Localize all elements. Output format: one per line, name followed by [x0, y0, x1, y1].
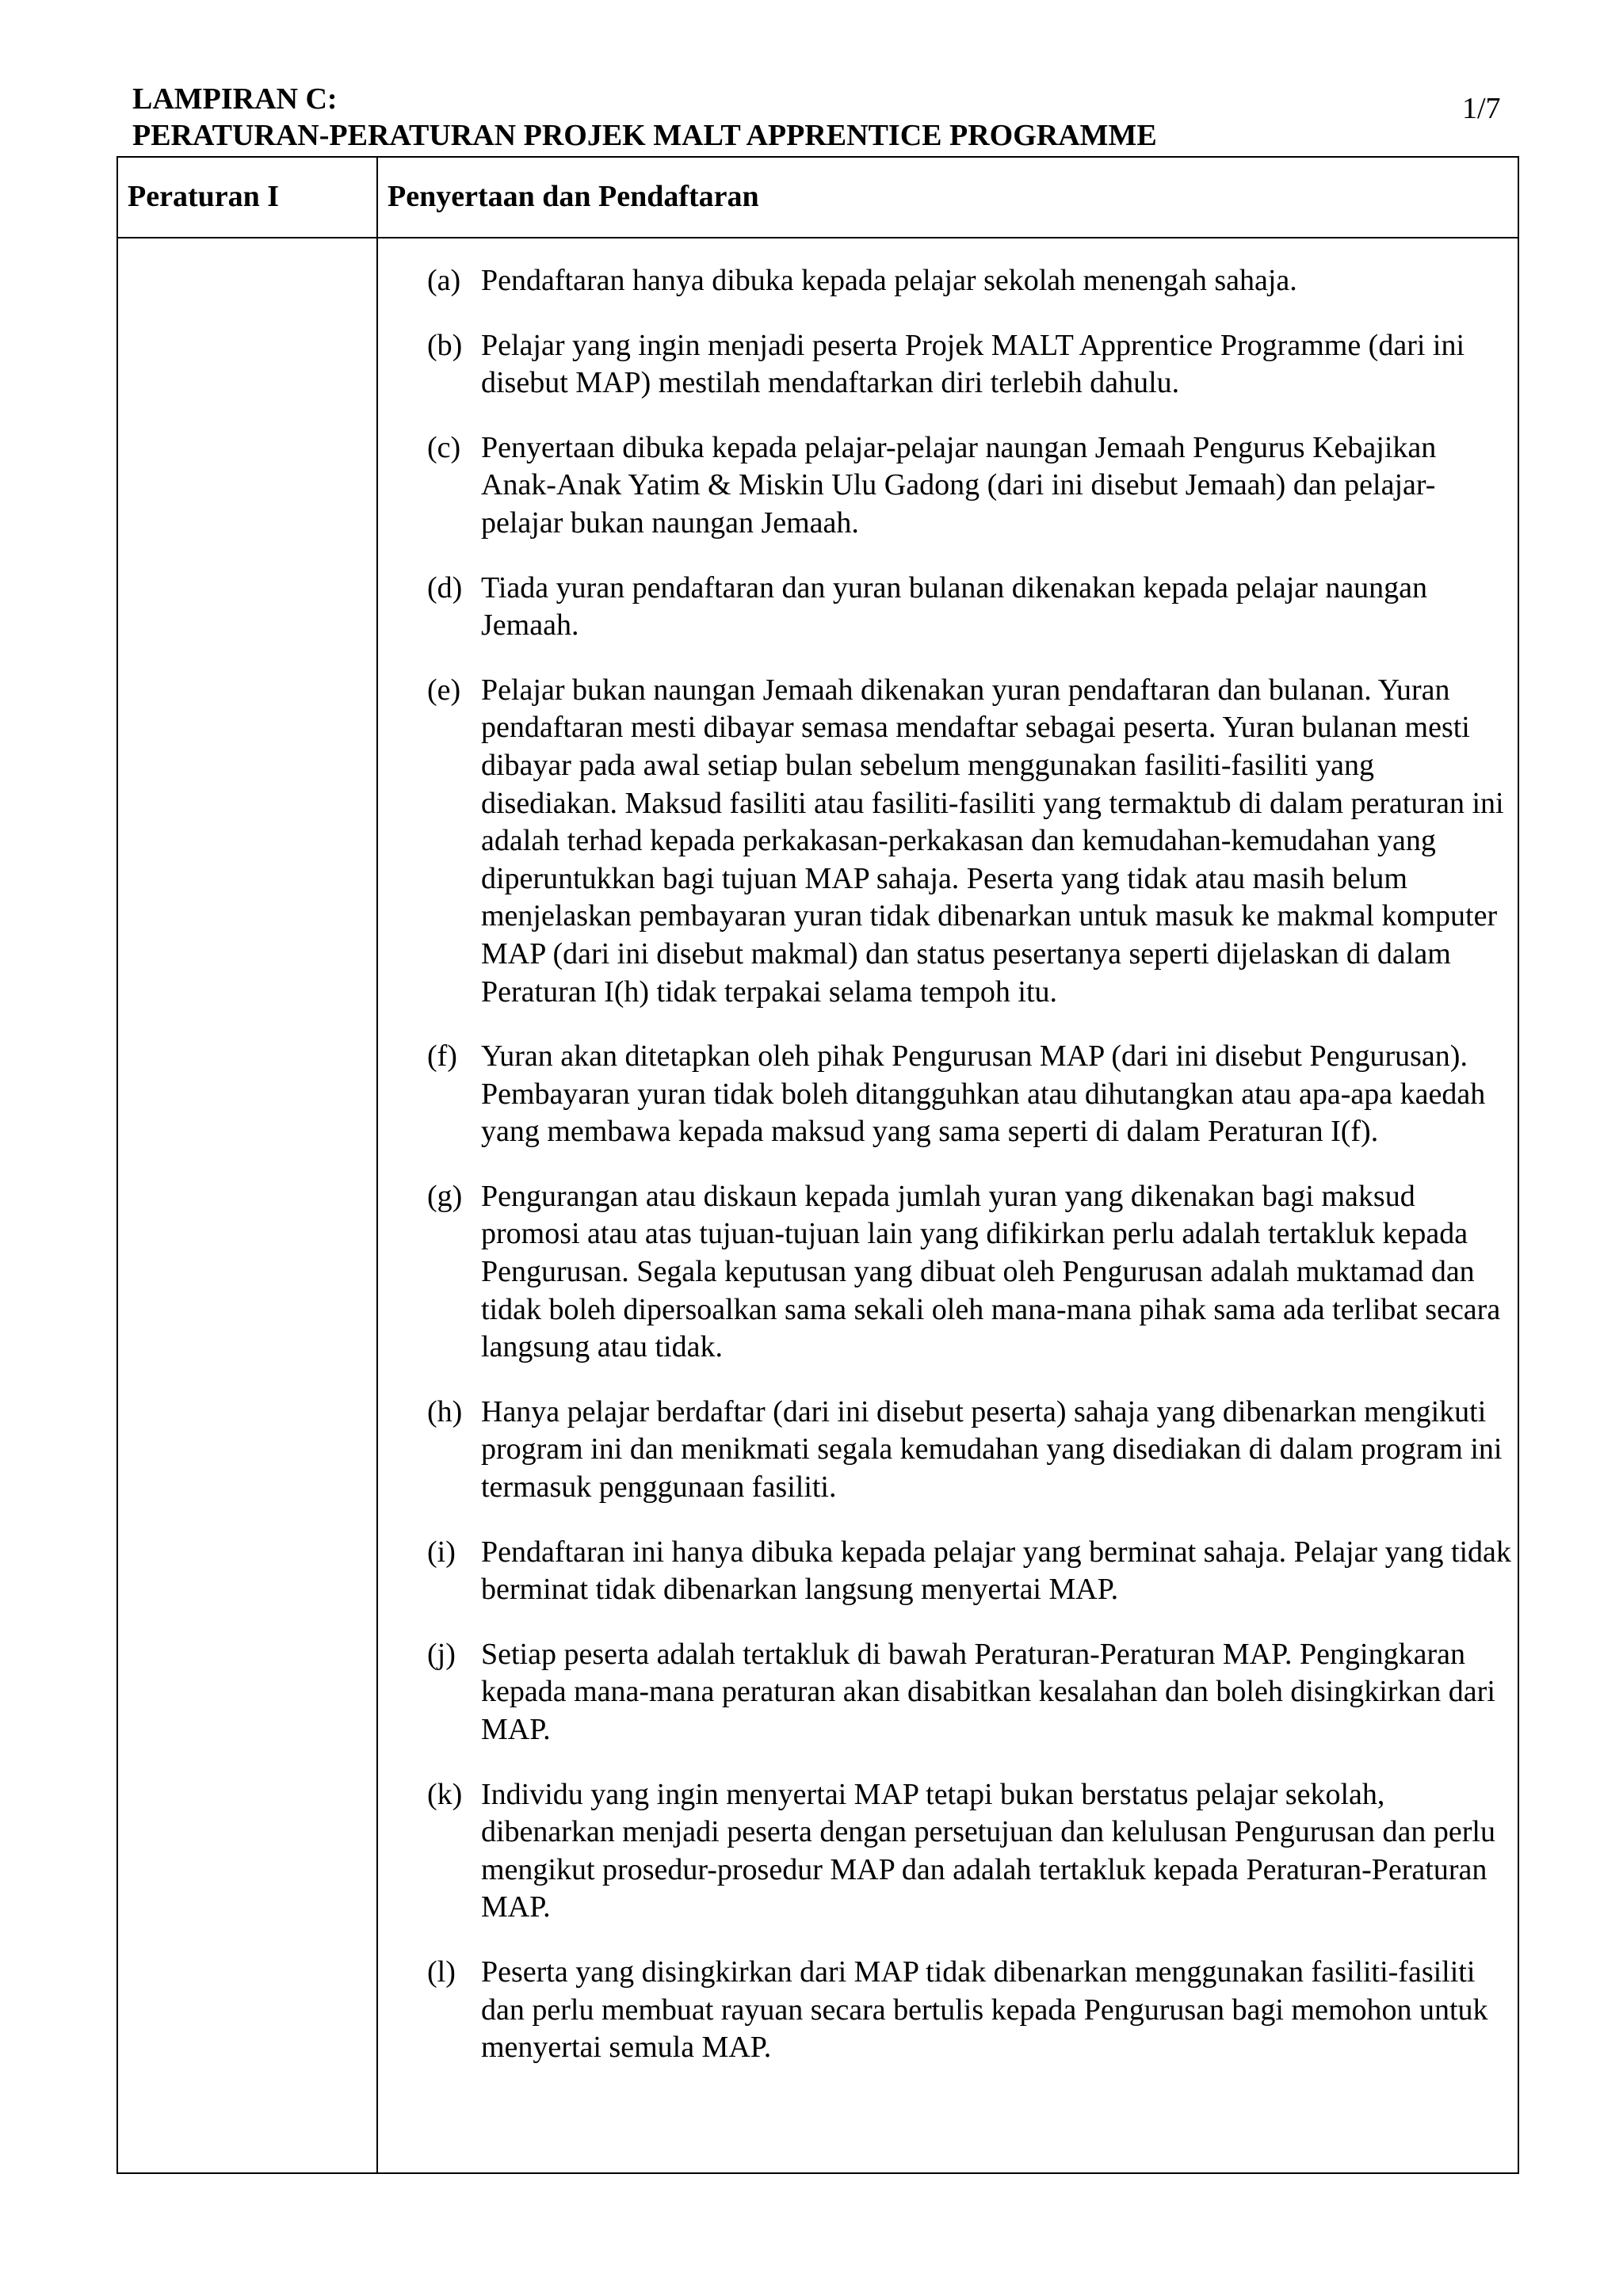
rule-marker: (d)	[427, 570, 463, 605]
rule-marker: (j)	[427, 1637, 456, 1671]
rule-item	[427, 1038, 1513, 1151]
rule-item	[427, 1394, 1513, 1507]
rule-item	[427, 1776, 1513, 1927]
document-header	[132, 81, 1511, 154]
page-number: 1/7	[1462, 92, 1501, 125]
rule-item	[427, 1534, 1513, 1609]
rules-list	[427, 262, 1513, 2094]
rule-text: Individu yang ingin menyertai MAP tetapi bukan berstatus pelajar sekolah, dibenarkan menjadi peserta dengan persetujuan dan kelulusan Pengurusan dan perlu mengikut prosedur-prosedur MAP dan adalah tertakluk kepada Peraturan-Peraturan MAP.	[481, 1777, 1495, 1924]
rule-item	[427, 570, 1513, 645]
rule-marker: (f)	[427, 1039, 457, 1074]
rule-marker: (c)	[427, 430, 461, 464]
table-header-row	[118, 158, 1518, 238]
rule-item	[427, 327, 1513, 402]
rule-text: Penyertaan dibuka kepada pelajar-pelajar naungan Jemaah Pengurus Kebajikan Anak-Anak Yatim & Miskin Ulu Gadong (dari ini disebut Jemaah) dan pelajar-pelajar bukan naungan Jemaah.	[481, 430, 1437, 540]
appendix-label: LAMPIRAN C:	[132, 82, 338, 116]
document-title: PERATURAN-PERATURAN PROJEK MALT APPRENTICE PROGRAMME	[132, 119, 1157, 152]
rule-text: Tiada yuran pendaftaran dan yuran bulanan dikenakan kepada pelajar naungan Jemaah.	[481, 570, 1428, 643]
rule-marker: (h)	[427, 1394, 463, 1428]
column-divider	[376, 158, 378, 2172]
rule-title-header: Penyertaan dan Pendaftaran	[388, 180, 759, 213]
rule-text: Pendaftaran ini hanya dibuka kepada pelajar yang berminat sahaja. Pelajar yang tidak berminat tidak dibenarkan langsung menyertai MAP.	[481, 1535, 1511, 1607]
rule-item	[427, 1636, 1513, 1749]
rule-marker: (k)	[427, 1777, 463, 1811]
rule-marker: (l)	[427, 1955, 456, 1989]
rule-text: Hanya pelajar berdaftar (dari ini disebut peserta) sahaja yang dibenarkan mengikuti program ini dan menikmati segala kemudahan yang disediakan di dalam program ini termasuk penggunaan fasiliti.	[481, 1394, 1503, 1505]
rule-text: Pelajar bukan naungan Jemaah dikenakan yuran pendaftaran dan bulanan. Yuran pendaftaran mesti dibayar semasa mendaftar sebagai peserta. Yuran bulanan mesti dibayar pada awal setiap bulan sebelum menggunakan fasiliti-fasiliti yang disediakan. Maksud fasiliti atau fasiliti-fasiliti yang termaktub di dalam peraturan ini adalah terhad kepada perkakasan-perkakasan dan kemudahan-kemudahan yang diperuntukkan bagi tujuan MAP sahaja. Peserta yang tidak atau masih belum menjelaskan pembayaran yuran tidak dibenarkan untuk masuk ke makmal komputer MAP (dari ini disebut makmal) dan status pesertanya seperti dijelaskan di dalam Peraturan I(h) tidak terpakai selama tempoh itu.	[481, 673, 1504, 1009]
rule-marker: (b)	[427, 328, 463, 362]
rule-text: Peserta yang disingkirkan dari MAP tidak dibenarkan menggunakan fasiliti-fasiliti dan perlu membuat rayuan secara bertulis kepada Pengurusan bagi memohon untuk menyertai semula MAP.	[481, 1955, 1488, 2065]
rule-item	[427, 1178, 1513, 1367]
rule-marker: (i)	[427, 1535, 456, 1569]
rule-item	[427, 672, 1513, 1011]
rule-marker: (e)	[427, 673, 461, 707]
rule-item	[427, 429, 1513, 543]
rule-number-header: Peraturan I	[128, 180, 280, 213]
rule-marker: (g)	[427, 1179, 463, 1213]
rule-text: Pengurangan atau diskaun kepada jumlah yuran yang dikenakan bagi maksud promosi atau atas tujuan-tujuan lain yang difikirkan perlu adalah tertakluk kepada Pengurusan. Segala keputusan yang dibuat oleh Pengurusan adalah muktamad dan tidak boleh dipersoalkan sama sekali oleh mana-mana pihak sama ada terlibat secara langsung atau tidak.	[481, 1179, 1501, 1364]
rule-text: Setiap peserta adalah tertakluk di bawah Peraturan-Peraturan MAP. Pengingkaran kepada mana-mana peraturan akan disabitkan kesalahan dan boleh disingkirkan dari MAP.	[481, 1637, 1495, 1746]
rule-item	[427, 1954, 1513, 2067]
rule-marker: (a)	[427, 264, 461, 297]
rule-text: Yuran akan ditetapkan oleh pihak Pengurusan MAP (dari ini disebut Pengurusan). Pembayaran yuran tidak boleh ditangguhkan atau dihutangkan atau apa-apa kaedah yang membawa kepada maksud yang sama seperti di dalam Peraturan I(f).	[481, 1039, 1486, 1149]
rule-item	[427, 262, 1513, 300]
rule-text: Pendaftaran hanya dibuka kepada pelajar sekolah menengah sahaja.	[481, 264, 1297, 297]
rule-text: Pelajar yang ingin menjadi peserta Projek MALT Apprentice Programme (dari ini disebut MAP) mestilah mendaftarkan diri terlebih dahulu.	[481, 328, 1465, 400]
rules-table	[116, 156, 1519, 2174]
